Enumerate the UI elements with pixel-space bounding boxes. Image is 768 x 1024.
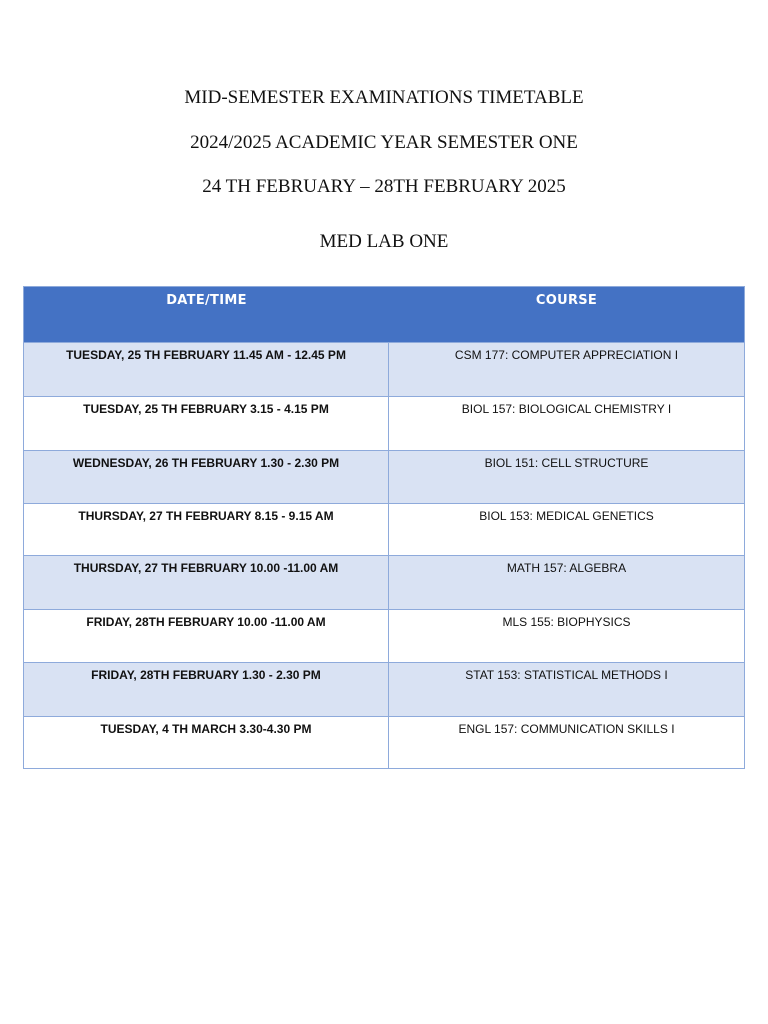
table-row — [24, 609, 744, 662]
table-row — [24, 716, 744, 768]
datetime-cell: TUESDAY, 4 TH MARCH 3.30-4.30 PM — [24, 717, 389, 768]
datetime-cell: THURSDAY, 27 TH FEBRUARY 8.15 - 9.15 AM — [24, 504, 389, 555]
timetable — [23, 286, 745, 769]
datetime-cell: TUESDAY, 25 TH FEBRUARY 3.15 - 4.15 PM — [24, 397, 389, 450]
table-row — [24, 555, 744, 609]
group-name: MED LAB ONE — [319, 231, 449, 252]
exam-period: 24 TH FEBRUARY – 28TH FEBRUARY 2025 — [202, 176, 566, 197]
table-header-row — [24, 287, 744, 342]
document-title: MID-SEMESTER EXAMINATIONS TIMETABLE — [184, 87, 584, 108]
course-cell: STAT 153: STATISTICAL METHODS I — [465, 668, 668, 682]
course-cell: MATH 157: ALGEBRA — [506, 561, 627, 575]
column-header-course: COURSE — [535, 293, 598, 308]
table-row — [24, 450, 744, 503]
table-row — [24, 342, 744, 396]
course-cell: CSM 177: COMPUTER APPRECIATION I — [454, 348, 679, 362]
datetime-cell: WEDNESDAY, 26 TH FEBRUARY 1.30 - 2.30 PM — [24, 451, 389, 503]
datetime-cell: THURSDAY, 27 TH FEBRUARY 10.00 -11.00 AM — [24, 556, 389, 609]
table-row — [24, 662, 744, 716]
table-row — [24, 396, 744, 450]
column-header-datetime: DATE/TIME — [166, 293, 247, 308]
course-cell: ENGL 157: COMMUNICATION SKILLS I — [458, 722, 675, 736]
course-cell: BIOL 151: CELL STRUCTURE — [484, 456, 649, 470]
course-cell: BIOL 153: MEDICAL GENETICS — [479, 509, 654, 523]
datetime-cell: TUESDAY, 25 TH FEBRUARY 11.45 AM - 12.45 PM — [24, 343, 389, 396]
course-cell: MLS 155: BIOPHYSICS — [502, 615, 631, 629]
academic-year: 2024/2025 ACADEMIC YEAR SEMESTER ONE — [190, 132, 578, 153]
datetime-cell: FRIDAY, 28TH FEBRUARY 1.30 - 2.30 PM — [24, 663, 389, 716]
table-row — [24, 503, 744, 555]
datetime-cell: FRIDAY, 28TH FEBRUARY 10.00 -11.00 AM — [24, 610, 389, 662]
course-cell: BIOL 157: BIOLOGICAL CHEMISTRY I — [461, 402, 672, 416]
